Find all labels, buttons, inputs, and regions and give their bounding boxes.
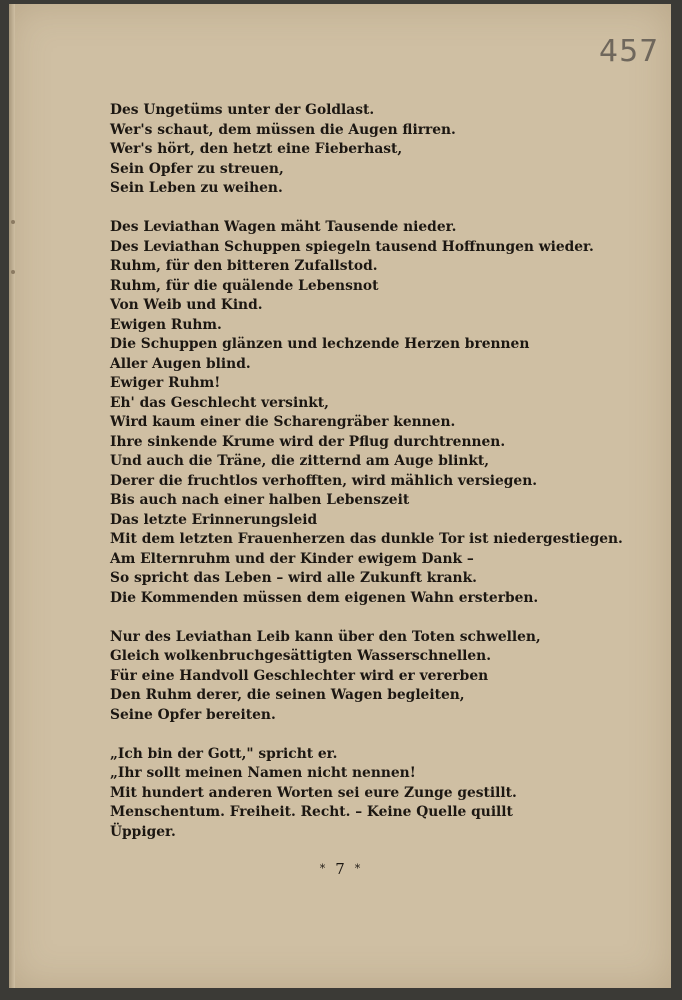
folio bbox=[9, 860, 671, 878]
poem-line: Die Schuppen glänzen und lechzende Herzen brennen bbox=[110, 336, 530, 352]
poem-line: So spricht das Leben – wird alle Zukunft krank. bbox=[110, 570, 477, 586]
binding-hole bbox=[11, 220, 15, 224]
poem-line: Das letzte Erinnerungsleid bbox=[110, 511, 318, 528]
folio-number: 7 bbox=[335, 860, 345, 878]
stanza bbox=[110, 745, 650, 843]
poem-line: Von Weib und Kind. bbox=[110, 297, 263, 313]
poem-line: Ewiger Ruhm! bbox=[110, 375, 221, 391]
poem-line: Derer die fruchtlos verhofften, wird mählich versiegen. bbox=[110, 472, 538, 489]
poem-line: Mit dem letzten Frauenherzen das dunkle Tor ist niedergestiegen. bbox=[110, 531, 623, 547]
poem-line: Ewigen Ruhm. bbox=[110, 316, 222, 333]
poem-line: Des Leviathan Wagen mäht Tausende nieder. bbox=[110, 219, 457, 235]
poem-line: Wer's hört, den hetzt eine Fieberhast, bbox=[110, 141, 403, 157]
poem-line: Für eine Handvoll Geschlechter wird er vererben bbox=[110, 667, 489, 684]
poem-line: „Ihr sollt meinen Namen nicht nennen! bbox=[110, 765, 416, 781]
stanza bbox=[110, 101, 650, 199]
poem-line: Nur des Leviathan Leib kann über den Toten schwellen, bbox=[110, 628, 541, 645]
poem-line: Wird kaum einer die Scharengräber kennen. bbox=[110, 414, 456, 430]
poem-line: Eh' das Geschlecht versinkt, bbox=[110, 394, 329, 411]
poem-line: Den Ruhm derer, die seinen Wagen begleiten, bbox=[110, 687, 465, 703]
poem-line: Sein Leben zu weihen. bbox=[110, 180, 283, 196]
stanza bbox=[110, 628, 650, 726]
poem-line: Und auch die Träne, die zitternd am Auge blinkt, bbox=[110, 453, 490, 469]
poem-line: Bis auch nach einer halben Lebenszeit bbox=[110, 492, 410, 508]
poem-line: Des Ungetüms unter der Goldlast. bbox=[110, 102, 375, 118]
poem-line: Menschentum. Freiheit. Recht. – Keine Quelle quillt bbox=[110, 804, 513, 820]
poem-line: Ruhm, für den bitteren Zufallstod. bbox=[110, 258, 378, 274]
folio-star-left: * bbox=[319, 862, 326, 875]
binding-hole bbox=[11, 270, 15, 274]
poem-line: Wer's schaut, dem müssen die Augen flirren. bbox=[110, 121, 456, 138]
poem-line: Ruhm, für die quälende Lebensnot bbox=[110, 277, 379, 294]
poem-line: Des Leviathan Schuppen spiegeln tausend Hoffnungen wieder. bbox=[110, 238, 594, 255]
poem-line: Seine Opfer bereiten. bbox=[110, 706, 276, 723]
poem-line: Üppiger. bbox=[110, 823, 176, 840]
poem-line: Mit hundert anderen Worten sei eure Zunge gestillt. bbox=[110, 784, 517, 801]
poem-line: „Ich bin der Gott," spricht er. bbox=[110, 745, 338, 762]
poem-line: Aller Augen blind. bbox=[110, 355, 251, 372]
poem-line: Die Kommenden müssen dem eigenen Wahn ersterben. bbox=[110, 589, 539, 606]
poem-line: Gleich wolkenbruchgesättigten Wasserschnellen. bbox=[110, 648, 492, 664]
stanza bbox=[110, 218, 650, 608]
poem-line: Ihre sinkende Krume wird der Pflug durchtrennen. bbox=[110, 433, 506, 450]
page-spine-shadow bbox=[9, 4, 15, 988]
poem-line: Sein Opfer zu streuen, bbox=[110, 160, 284, 177]
pencil-page-number: 457 bbox=[599, 34, 660, 69]
poem-body bbox=[110, 101, 650, 862]
book-page bbox=[9, 4, 671, 988]
poem-line: Am Elternruhm und der Kinder ewigem Dank – bbox=[110, 550, 474, 567]
folio-star-right: * bbox=[354, 862, 361, 875]
